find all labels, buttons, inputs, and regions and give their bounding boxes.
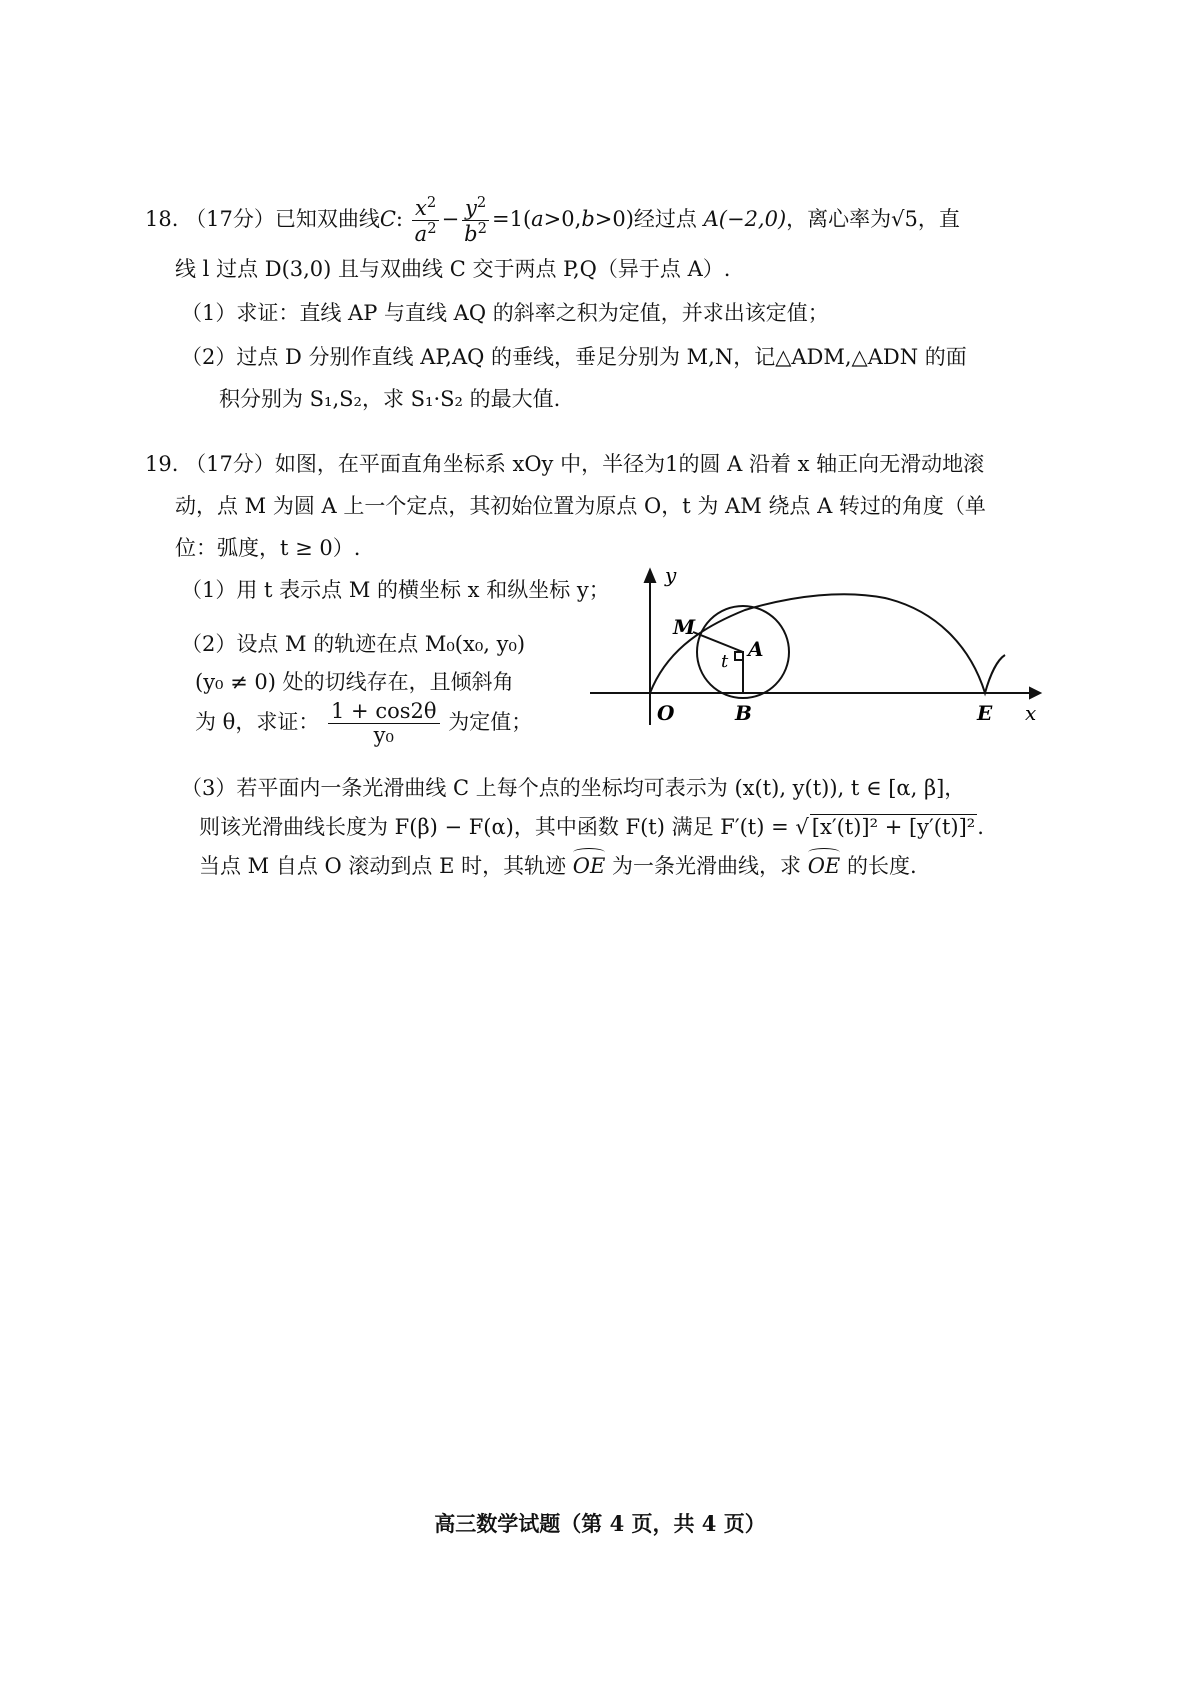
arc-oe-1: OE [572, 854, 606, 878]
q19-text-1: 如图，在平面直角坐标系 xOy 中，半径为1的圆 A 沿着 x 轴正向无滑动地滚 [274, 452, 985, 476]
q18-mid1: 经过点 [633, 207, 697, 232]
label-o: O [657, 701, 675, 725]
arc-oe-2: OE [807, 854, 841, 878]
q19-part-1: （1）用 t 表示点 M 的横坐标 x 和纵坐标 y； [181, 578, 610, 602]
y-axis-arrow [645, 570, 655, 582]
q18-intro: 已知双曲线 [274, 207, 380, 232]
q19-part-3b: 则该光滑曲线长度为 F(β) − F(α)，其中函数 F(t) 满足 F′(t) = √ [x′(t)]² + [y′(t)]². [199, 815, 984, 839]
page-footer: 高三数学试题（第 4 页，共 4 页） [434, 1511, 766, 1536]
q19-part-2a: （2）设点 M 的轨迹在点 M₀(x₀, y₀) [181, 632, 526, 656]
label-y: y [665, 563, 677, 587]
q19-line-1 [145, 452, 984, 477]
q18-part-2a: （2）过点 D 分别作直线 AP,AQ 的垂线，垂足分别为 M,N，记△ADM,△ADN 的面 [181, 345, 967, 369]
q19-part-2b: (y₀ ≠ 0) 处的切线存在，且倾斜角 [195, 670, 514, 694]
q19-number: 19. [145, 452, 179, 476]
q19-part-3c [199, 854, 917, 879]
q19-score: （17分） [185, 452, 275, 476]
q19-part-2c [195, 700, 532, 747]
q19-part-3a: （3）若平面内一条光滑曲线 C 上每个点的坐标均可表示为 (x(t), y(t)), t ∈ [α, β]， [181, 776, 966, 800]
label-e: E [977, 701, 993, 725]
q19-line-2: 动，点 M 为圆 A 上一个定点，其初始位置为原点 O，t 为 AM 绕点 A 转过的角度（单 [175, 494, 986, 518]
sqrt-expression: [x′(t)]² + [y′(t)]² [811, 815, 976, 839]
q19-part-3b-pre: 则该光滑曲线长度为 F(β) − F(α)，其中函数 F(t) 满足 F′(t) = [199, 815, 796, 839]
label-b: B [735, 701, 752, 725]
q18-curve-name: C [379, 207, 396, 232]
q19-part-3c-a: 当点 M 自点 O 滚动到点 E 时，其轨迹 [199, 854, 567, 878]
q18-line-end: ，直 [917, 207, 960, 232]
q18-number: 18. [145, 207, 179, 232]
x-axis-arrow [1030, 688, 1040, 698]
label-x: x [1025, 701, 1037, 725]
q19-part-2c-post: 为定值； [448, 710, 533, 735]
segment-am [693, 632, 743, 652]
q19-part-3c-c: 的长度. [846, 854, 917, 878]
fraction-y2-b2: $\frac{y^2}{b^2}$ [461, 195, 490, 246]
q18-line-1: 18. （17分）已知双曲线C: $\frac{x^2}{a^2}$ − $\frac{y^2}{b^2}$ =1(a>0,b>0)经过点 A(−2,0)，离心率为√5，直 [145, 194, 960, 247]
label-a: A [748, 637, 764, 661]
fraction-denominator: y₀ [373, 723, 394, 748]
q18-part-2b: 积分别为 S₁,S₂，求 S₁·S₂ 的最大值. [219, 387, 561, 411]
q18-score: （17分） [185, 207, 275, 232]
fraction-x2-a2: $\frac{x^2}{a^2}$ [412, 195, 440, 246]
q18-point-a: A(−2,0) [703, 207, 787, 232]
q18-part-1: （1）求证：直线 AP 与直线 AQ 的斜率之积为定值，并求出该定值； [181, 301, 829, 325]
label-m: M [673, 615, 696, 639]
fraction-numerator: 1 + cos2θ [328, 700, 440, 724]
q19-part-2c-pre: 为 θ，求证： [195, 710, 320, 735]
right-angle-mark [735, 652, 743, 660]
q18-line-2: 线 l 过点 D(3,0) 且与双曲线 C 交于两点 P,Q（异于点 A）. [175, 257, 731, 281]
q19-line-3: 位：弧度，t ≥ 0）. [175, 536, 361, 560]
q18-ecc-text: ，离心率为 [786, 207, 892, 232]
q18-ecc-value: √5 [891, 207, 918, 232]
label-t: t [721, 651, 729, 672]
q19-part-3c-b: 为一条光滑曲线，求 [612, 854, 802, 878]
question-18 [145, 194, 1055, 425]
fraction-cos2theta-y0 [328, 700, 440, 747]
cycloid-curve [650, 594, 1005, 693]
cycloid-figure [585, 560, 1045, 790]
